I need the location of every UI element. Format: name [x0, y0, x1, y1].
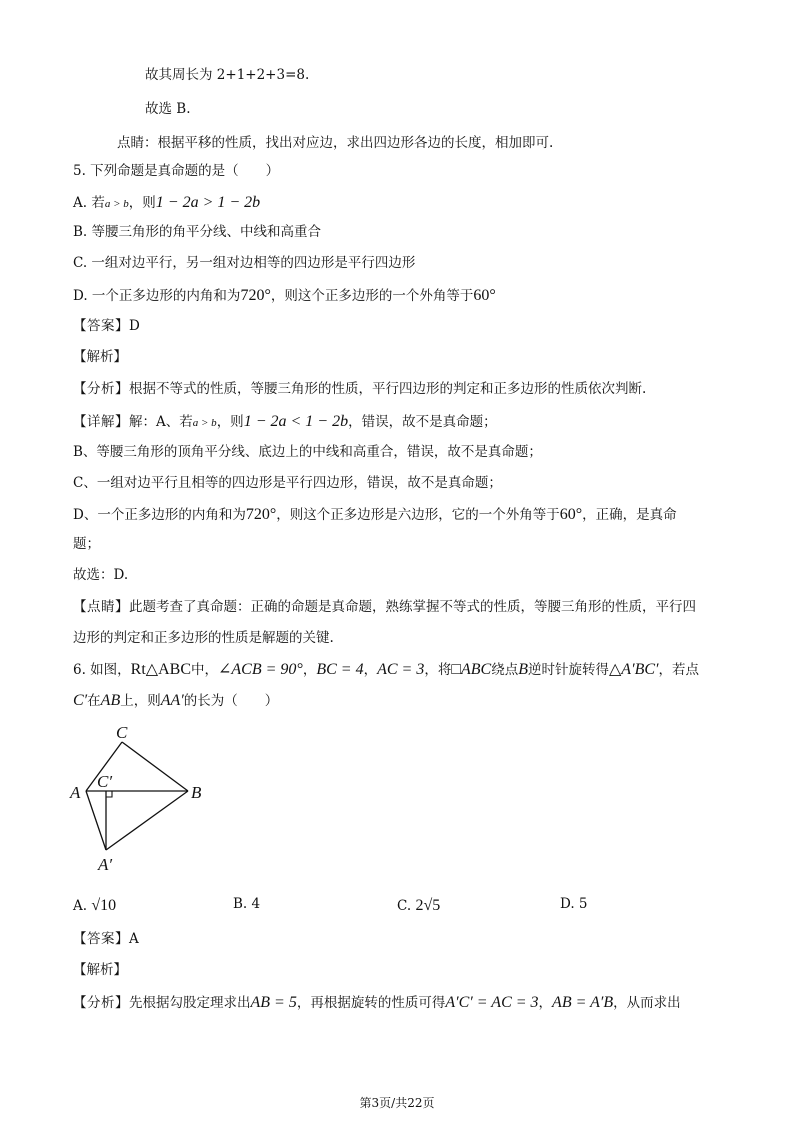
q6-rt: Rt△ABC: [130, 661, 191, 678]
q6-fenxi-eq: A′C′ = AC = 3: [445, 994, 539, 1011]
choice-line: 故选 B.: [145, 101, 191, 117]
q5-stem: 5. 下列命题是真命题的是（ ）: [73, 163, 280, 179]
q6-c-val: 2√5: [415, 897, 441, 914]
label-ap: A′: [98, 855, 113, 874]
q6-stem-line1: [73, 662, 699, 678]
q6-answer-tag: 【答案】: [73, 931, 129, 947]
q5-analysis-tag: 【解析】: [73, 349, 127, 365]
q6-a-val: √10: [91, 897, 117, 914]
q5-d-v1: 720°: [240, 287, 271, 304]
q6-ab: AB: [100, 692, 121, 709]
q6-fenxi-post: ，从而求出: [613, 995, 681, 1011]
q5-a-expr: 1 − 2a > 1 − 2b: [155, 194, 261, 211]
q6-angle: ∠ACB = 90°: [218, 661, 303, 678]
perimeter-line: 故其周长为 2+1+2+3=8.: [145, 67, 310, 83]
fenxi-tag: 【分析】: [73, 381, 129, 397]
q6-s5: 绕点: [491, 662, 519, 678]
q6-l2-mid: 在: [87, 693, 101, 709]
seg-apb: [106, 791, 188, 850]
q6-a-label: A.: [73, 898, 88, 914]
q5-d-mid: ，则这个正多边形的一个外角等于: [270, 288, 474, 304]
q6-fenxi-pre: 先根据勾股定理求出: [129, 995, 251, 1011]
q5-option-c: C. 一组对边平行，另一组对边相等的四边形是平行四边形: [73, 255, 416, 271]
page-number: 第3页/共22页: [359, 1096, 435, 1110]
q6-tri2: △A′BC′: [609, 661, 659, 678]
label-a: A: [70, 783, 81, 802]
q6-option-b: B. 4: [233, 896, 261, 912]
tip-text-1: 此题考查了真命题：正确的命题是真命题，熟练掌握不等式的性质，等腰三角形的性质，平行四: [129, 599, 696, 615]
q6-l2-mid2: 上，则: [120, 693, 161, 709]
q6-s6: 逆时针旋转得: [528, 662, 609, 678]
q5-detail-d: [73, 507, 677, 523]
q6-analysis-tag: 【解析】: [73, 962, 127, 978]
detail-d-pre: D、一个正多边形的内角和为: [73, 507, 246, 523]
q6-bc: BC = 4: [316, 661, 364, 678]
q6-l2-post: 的长为（ ）: [183, 693, 279, 709]
fenxi-text: 根据不等式的性质，等腰三角形的性质，平行四边形的判定和正多边形的性质依次判断.: [129, 381, 647, 397]
q6-figure: [66, 720, 216, 880]
q6-box-tri: □ABC: [451, 661, 492, 678]
q6-s1: 中，: [191, 662, 218, 678]
q6-answer: [73, 933, 139, 947]
q6-pre: 6. 如图，: [73, 662, 131, 678]
detail-d-post: ，正确，是真命: [582, 507, 677, 523]
detail-d-mid: ，则这个正多边形是六边形，它的一个外角等于: [276, 507, 560, 523]
q5-detail-a: [73, 414, 497, 430]
label-c: C: [116, 723, 128, 742]
q5-option-d: [73, 288, 496, 304]
q5-option-b: B. 等腰三角形的角平分线、中线和高重合: [73, 224, 322, 240]
detail-a-pre: 解：A、若: [129, 414, 193, 430]
q5-fenxi: [73, 383, 646, 397]
detail-a-expr: 1 − 2a < 1 − 2b: [243, 413, 349, 430]
q6-c-label: C.: [397, 898, 412, 914]
q6-s3: ，: [363, 662, 378, 678]
q6-fenxi-mid: ，再根据旋转的性质可得: [296, 995, 446, 1011]
answer-value: D: [129, 318, 140, 334]
q6-s4: ，将: [424, 662, 452, 678]
q6-fenxi-ab: AB = 5: [250, 994, 297, 1011]
q6-option-a: [73, 898, 116, 914]
detail-a-mid: ，则: [216, 414, 244, 430]
q6-fenxi: [73, 995, 681, 1011]
detail-a-post: ，错误，故不是真命题；: [348, 414, 497, 430]
q5-tip-1: [73, 601, 696, 615]
label-b: B: [191, 783, 202, 802]
q5-a-label: A. 若: [73, 195, 105, 211]
q5-a-cond: a > b: [104, 198, 129, 210]
detail-a-cond: a > b: [192, 417, 217, 429]
q5-detail-d-wrap: 题；: [73, 536, 100, 552]
q6-s7: ，若点: [658, 662, 700, 678]
label-cp: C′: [97, 772, 113, 791]
q5-answer: [73, 320, 140, 334]
q6-option-c: [397, 898, 440, 914]
q5-detail-c: C、一组对边平行且相等的四边形是平行四边形，错误，故不是真命题；: [73, 475, 502, 491]
q6-answer-value: A: [129, 931, 139, 947]
q6-cp: C′: [73, 692, 88, 709]
q5-option-a: [73, 195, 260, 211]
q5-tip-2: 边形的判定和正多边形的性质是解题的关键.: [73, 630, 334, 646]
tip-line: 点睛：根据平移的性质，找出对应边，求出四边形各边的长度，相加即可.: [117, 135, 554, 151]
q6-pt-b: B: [518, 661, 528, 678]
detail-d-v1: 720°: [245, 506, 277, 523]
detail-d-v2: 60°: [559, 506, 583, 523]
q5-a-mid: ，则: [128, 195, 156, 211]
q5-d-pre: D. 一个正多边形的内角和为: [73, 288, 241, 304]
seg-cb: [122, 742, 188, 791]
q6-s2: ，: [302, 662, 317, 678]
q6-fenxi-tag: 【分析】: [73, 995, 129, 1011]
detail-tag: 【详解】: [73, 414, 129, 430]
q6-stem-line2: [73, 693, 278, 709]
q6-option-d: D. 5: [560, 896, 588, 912]
right-angle-mark: [106, 791, 112, 797]
q5-conclusion: 故选：D.: [73, 567, 129, 583]
tip-tag: 【点睛】: [73, 599, 129, 615]
answer-tag: 【答案】: [73, 318, 129, 334]
q5-detail-b: B、等腰三角形的顶角平分线、底边上的中线和高重合，错误，故不是真命题；: [73, 444, 542, 460]
seg-aap: [86, 791, 106, 850]
q5-d-v2: 60°: [473, 287, 496, 304]
q6-ac: AC = 3: [377, 661, 425, 678]
q6-aa: AA′: [160, 692, 184, 709]
q6-fenxi-comma: ，: [538, 995, 553, 1011]
q6-fenxi-eq2: AB = A′B: [552, 994, 614, 1011]
